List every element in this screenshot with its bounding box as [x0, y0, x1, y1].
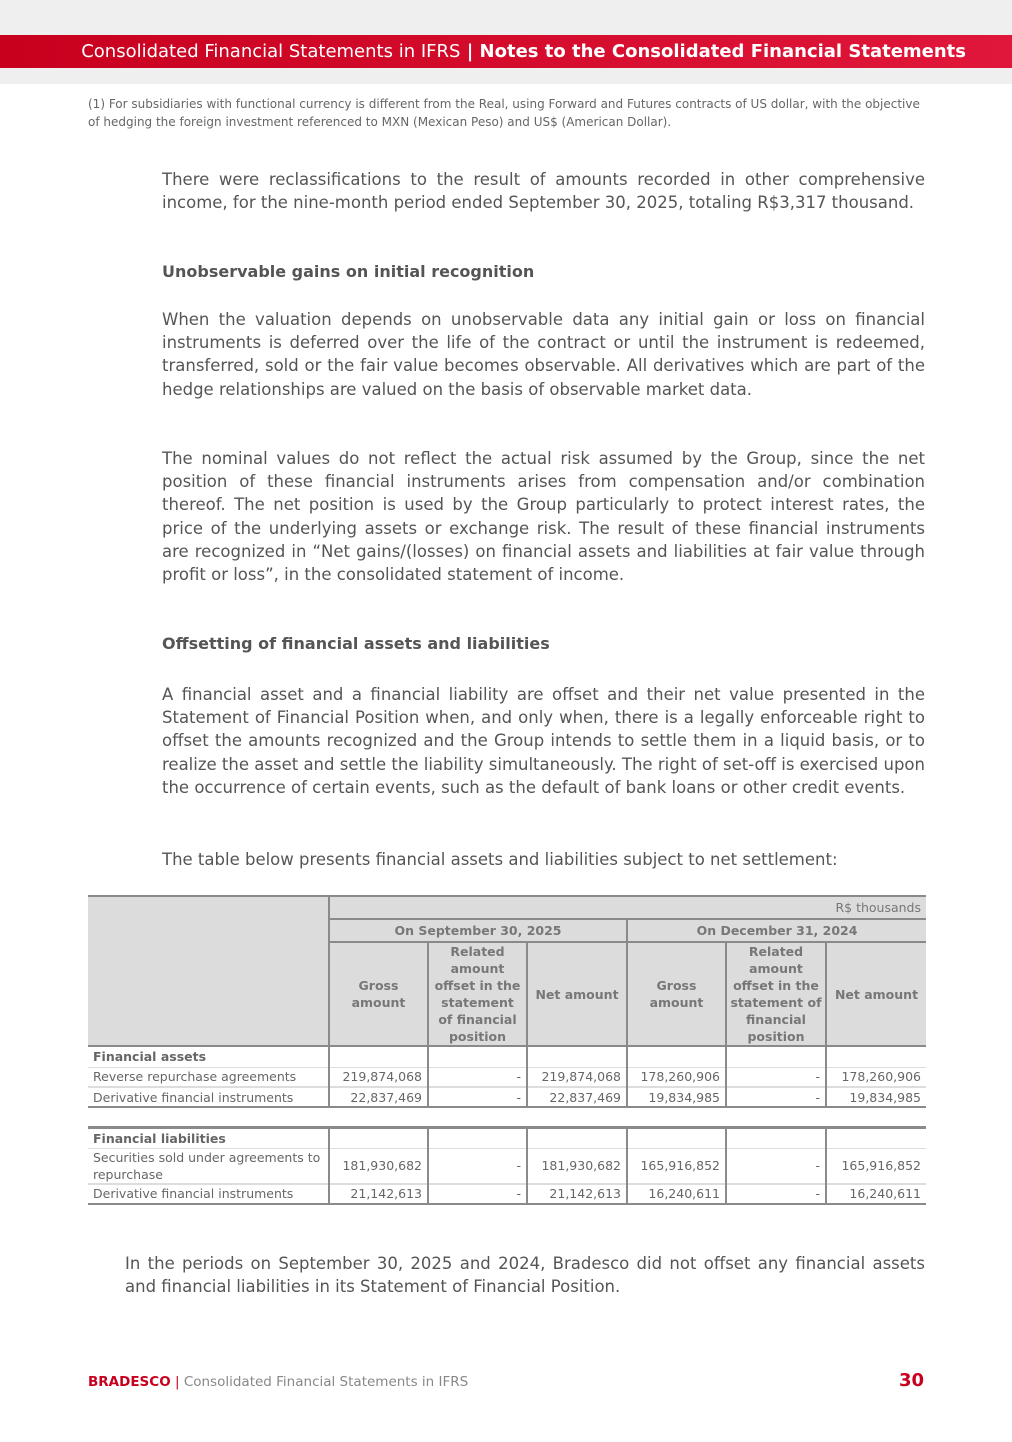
period-header: On September 30, 2025	[329, 919, 627, 942]
column-header: Related amount offset in the statement of financial position	[726, 942, 826, 1046]
offsetting-table	[88, 895, 926, 1205]
value-cell: 165,916,852	[826, 1148, 926, 1184]
spacer-cell	[88, 1107, 926, 1127]
value-cell: 181,930,682	[527, 1148, 627, 1184]
footer-text: Consolidated Financial Statements in IFRS	[183, 1374, 469, 1390]
value-cell: 22,837,469	[329, 1087, 428, 1107]
table-unit-label: R$ thousands	[329, 896, 926, 919]
empty-cell	[627, 1127, 726, 1148]
paragraph-reclassifications: There were reclassifications to the result of amounts recorded in other comprehensive income, for the nine-month period ended September 30, 2025, totaling R$3,317 thousand.	[162, 170, 925, 213]
header-bar	[0, 35, 1012, 68]
value-cell: 19,834,985	[627, 1087, 726, 1107]
value-cell: -	[726, 1148, 826, 1184]
empty-cell	[826, 1046, 926, 1067]
column-header: Net amount	[826, 942, 926, 1046]
empty-cell	[329, 1127, 428, 1148]
value-cell: -	[726, 1067, 826, 1087]
paragraph-offset-definition: A financial asset and a financial liability are offset and their net value presented in the Statement of Financial Position when, and only when, there is a legally enforceable right to offset the amounts recognized and the Group intends to settle them in a liquid basis, or to realize the asset and settle the liability simultaneously. The right of set-off is exercised upon the occurrence of certain events, such as the default of bank loans or other credit events.	[162, 685, 925, 797]
value-cell: 219,874,068	[527, 1067, 627, 1087]
table-spacer-row	[88, 1107, 926, 1127]
section-header-row	[88, 1046, 926, 1067]
value-cell: 178,260,906	[826, 1067, 926, 1087]
empty-cell	[428, 1046, 527, 1067]
table-row	[88, 1184, 926, 1204]
value-cell: 16,240,611	[826, 1184, 926, 1204]
footer-separator: |	[170, 1374, 184, 1390]
table-corner-cell	[88, 896, 329, 1046]
section-header-row	[88, 1127, 926, 1148]
header-title-left: Consolidated Financial Statements in IFRS	[81, 41, 461, 62]
heading-offsetting: Offsetting of financial assets and liabilities	[162, 634, 550, 653]
table-row	[88, 1087, 926, 1107]
value-cell: -	[726, 1087, 826, 1107]
value-cell: 21,142,613	[329, 1184, 428, 1204]
value-cell: -	[428, 1148, 527, 1184]
section-title: Financial assets	[93, 1049, 207, 1065]
empty-cell	[826, 1127, 926, 1148]
paragraph-no-offset: In the periods on September 30, 2025 and 2024, Bradesco did not offset any financial assets and financial liabilities in its Statement of Financial Position.	[125, 1254, 925, 1297]
value-cell: -	[428, 1184, 527, 1204]
empty-cell	[627, 1046, 726, 1067]
value-cell: 181,930,682	[329, 1148, 428, 1184]
table-unit-row	[88, 896, 926, 919]
paragraph-table-intro: The table below presents financial assets and liabilities subject to net settlement:	[162, 850, 838, 869]
empty-cell	[329, 1046, 428, 1067]
row-label: Derivative financial instruments	[93, 1186, 294, 1201]
table-row	[88, 1067, 926, 1087]
value-cell: -	[428, 1087, 527, 1107]
section-title: Financial liabilities	[93, 1130, 226, 1146]
column-header: Gross amount	[627, 942, 726, 1046]
footer	[88, 1374, 468, 1390]
header-separator: |	[460, 41, 480, 62]
empty-cell	[726, 1127, 826, 1148]
footer-brand: BRADESCO	[88, 1374, 171, 1390]
row-label: Reverse repurchase agreements	[93, 1069, 297, 1085]
footnote: (1) For subsidiaries with functional currency is different from the Real, using Forward and Futures contracts of US dollar, with the objective of hedging the foreign investment referenced to MXN (Mexican Peso) and US$ (American Dollar).	[88, 97, 920, 129]
row-label: Derivative financial instruments	[93, 1089, 294, 1105]
header-title-right: Notes to the Consolidated Financial Statements	[479, 41, 966, 62]
period-header: On December 31, 2024	[627, 919, 926, 942]
heading-unobservable-gains: Unobservable gains on initial recognition	[162, 262, 535, 281]
empty-cell	[428, 1127, 527, 1148]
column-header: Gross amount	[329, 942, 428, 1046]
column-header: Net amount	[527, 942, 627, 1046]
value-cell: 22,837,469	[527, 1087, 627, 1107]
value-cell: 21,142,613	[527, 1184, 627, 1204]
value-cell: 178,260,906	[627, 1067, 726, 1087]
value-cell: 219,874,068	[329, 1067, 428, 1087]
value-cell: 165,916,852	[627, 1148, 726, 1184]
table-row	[88, 1148, 926, 1184]
value-cell: -	[428, 1067, 527, 1087]
paragraph-valuation: When the valuation depends on unobservable data any initial gain or loss on financial instruments is deferred over the life of the contract or until the instrument is redeemed, transferred, sold or the fair value becomes observable. All derivatives which are part of the hedge relationships are valued on the basis of observable market data.	[162, 310, 925, 399]
page-number: 30	[898, 1370, 924, 1391]
value-cell: 16,240,611	[627, 1184, 726, 1204]
empty-cell	[527, 1046, 627, 1067]
row-label: Securities sold under agreements to repurchase	[93, 1149, 321, 1182]
paragraph-nominal-values: The nominal values do not reflect the actual risk assumed by the Group, since the net position of these financial instruments arises from compensation and/or combination thereof. The net position is used by the Group particularly to protect interest rates, the price of the underlying assets or exchange risk. The result of these financial instruments are recognized in “Net gains/(losses) on financial assets and liabilities at fair value through profit or loss”, in the consolidated statement of income.	[162, 449, 925, 585]
column-header: Related amount offset in the statement of financial position	[428, 942, 527, 1046]
value-cell: 19,834,985	[826, 1087, 926, 1107]
empty-cell	[726, 1046, 826, 1067]
empty-cell	[527, 1127, 627, 1148]
value-cell: -	[726, 1184, 826, 1204]
